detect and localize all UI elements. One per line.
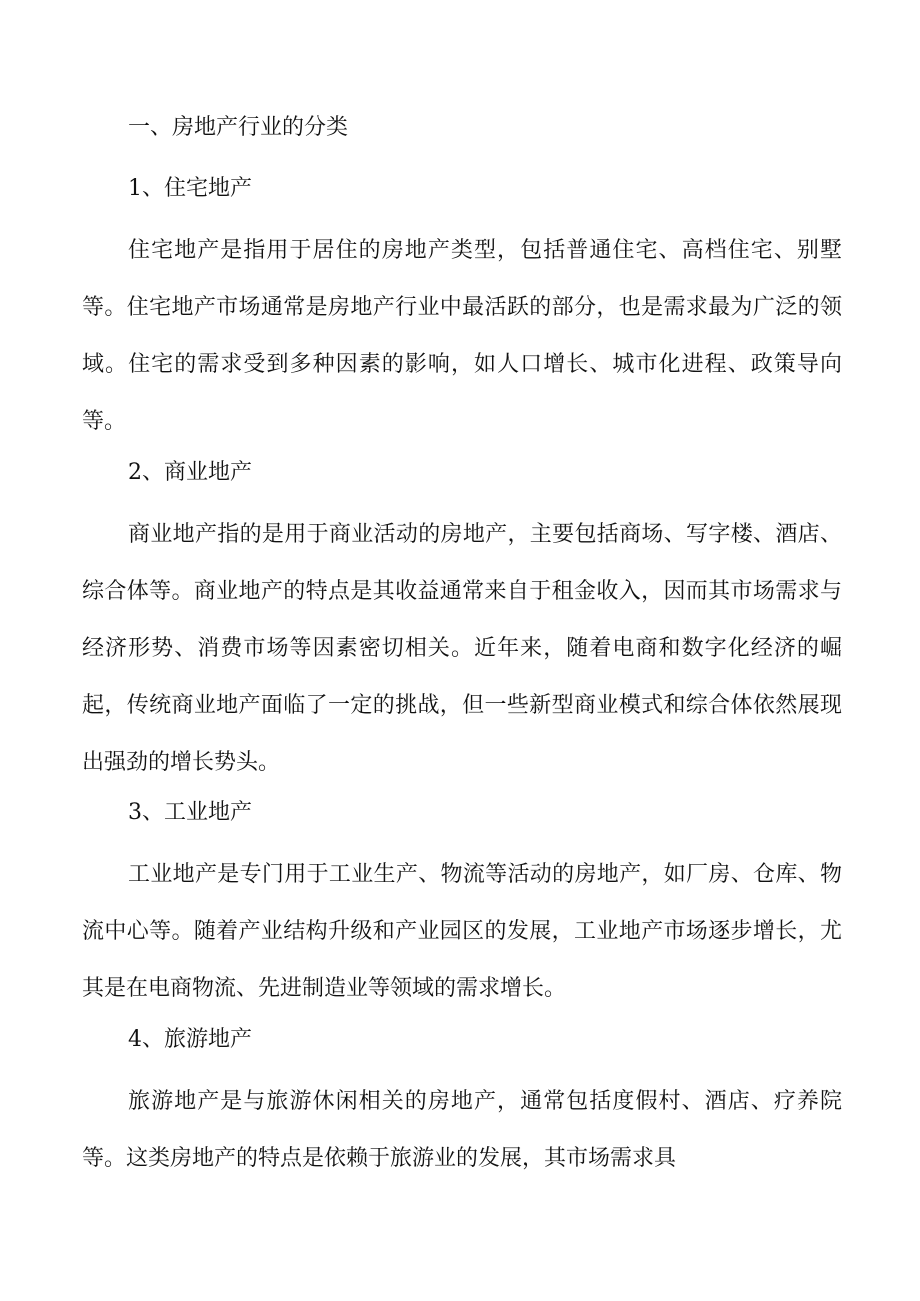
item-heading-residential: 1、住宅地产	[128, 176, 252, 201]
item-heading-industrial: 3、工业地产	[128, 800, 252, 825]
item-body-residential: 住宅地产是指用于居住的房地产类型，包括普通住宅、高档住宅、别墅等。住宅地产市场通常是房地产行业中最活跃的部分，也是需求最为广泛的领域。住宅的需求受到多种因素的影响，如人口增长、城市化进程、政策导向等。	[82, 238, 842, 434]
item-body-tourism: 旅游地产是与旅游休闲相关的房地产，通常包括度假村、酒店、疗养院等。这类房地产的特点是依赖于旅游业的发展，其市场需求具	[82, 1089, 842, 1171]
section-title: 一、房地产行业的分类	[128, 115, 349, 140]
item-heading-commercial: 2、商业地产	[128, 460, 252, 485]
item-body-commercial: 商业地产指的是用于商业活动的房地产，主要包括商场、写字楼、酒店、综合体等。商业地产的特点是其收益通常来自于租金收入，因而其市场需求与经济形势、消费市场等因素密切相关。近年来，随着电商和数字化经济的崛起，传统商业地产面临了一定的挑战，但一些新型商业模式和综合体依然展现出强劲的增长势头。	[82, 522, 842, 775]
item-heading-tourism: 4、旅游地产	[128, 1027, 252, 1052]
item-body-industrial: 工业地产是专门用于工业生产、物流等活动的房地产，如厂房、仓库、物流中心等。随着产业结构升级和产业园区的发展，工业地产市场逐步增长，尤其是在电商物流、先进制造业等领域的需求增长。	[82, 862, 842, 1001]
